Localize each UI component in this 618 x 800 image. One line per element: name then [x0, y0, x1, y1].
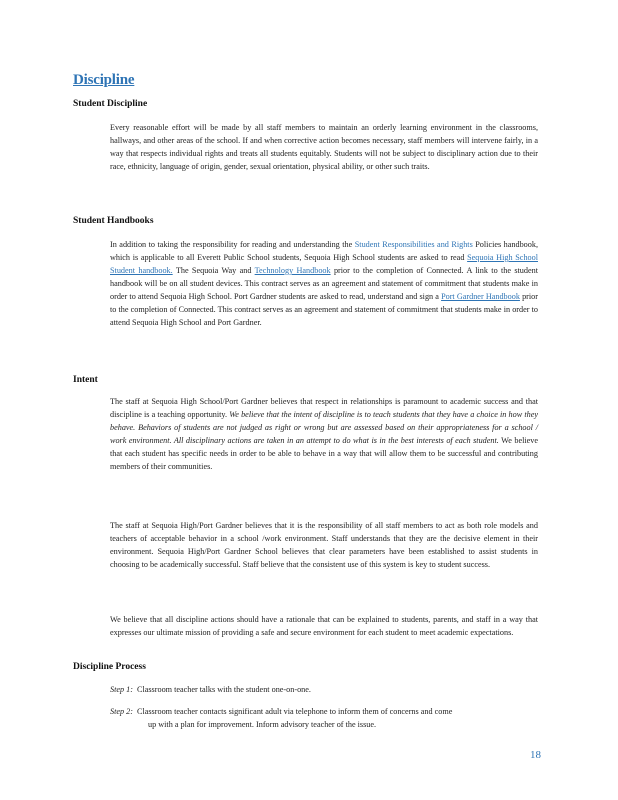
- sequoia-handbook-link[interactable]: Sequoia High School Student handbook.: [110, 253, 538, 275]
- handbooks-text-1: In addition to taking the responsibility for reading and understanding the: [110, 240, 355, 249]
- step-label: Step 2:: [110, 707, 133, 716]
- discipline-step-1: [110, 683, 540, 696]
- step-text: Classroom teacher contacts significant adult via telephone to inform them of concerns and come: [137, 707, 453, 716]
- student-discipline-paragraph: Every reasonable effort will be made by all staff members to maintain an orderly learning environment in the classrooms, hallways, and other areas of the school. If and when corrective action becomes necessary, staff members will intervene fairly, in a way that respects individual rights and treats all students equitably. Students will not be subject to disciplinary action due to their race, ethnicity, language of origin, gender, sexual orientation, physical ability, or other such traits.: [110, 123, 538, 171]
- intent-paragraph-3: We believe that all discipline actions should have a rationale that can be explained to students, parents, and staff in a way that expresses our ultimate mission of providing a safe and secure environment for each student to meet academic expectations.: [110, 615, 538, 637]
- student-handbooks-paragraph: [110, 238, 538, 329]
- port-gardner-handbook-link[interactable]: Port Gardner Handbook: [441, 292, 520, 301]
- intent-text-italic: We believe that the intent of discipline is to teach students that they have a choice in how they behave. Behaviors of students are not judged as right or wrong but are assessed based on their appropriateness for a school / work environment. All disciplinary actions are taken in an attempt to do what is in the best interests of each student.: [110, 410, 538, 445]
- step-text: Classroom teacher talks with the student one-on-one.: [137, 685, 311, 694]
- handbooks-text-3: The Sequoia Way and: [172, 266, 255, 275]
- intent-text-start: The staff at Sequoia High School/Port Gardner believes that respect in relationships is paramount to academic success and that discipline is a teaching opportunity.: [110, 397, 538, 419]
- section-title-discipline-process: Discipline Process: [73, 662, 146, 672]
- intent-paragraph-1: [110, 395, 538, 473]
- intent-text-end: We believe that each student has specific needs in order to be able to behave in a way that will allow them to be successful and contributing members of their communities.: [110, 436, 538, 471]
- discipline-step-2: [110, 705, 540, 731]
- technology-handbook-link[interactable]: Technology Handbook: [254, 266, 331, 275]
- handbooks-text-5: prior to the completion of Connected. This contract serves as an agreement and statement of commitment that students make in order to attend Sequoia High School and Port Gardner.: [110, 292, 538, 327]
- section-title-intent: Intent: [73, 375, 98, 385]
- section-title-student-discipline: Student Discipline: [73, 99, 148, 109]
- intent-paragraph-2: The staff at Sequoia High/Port Gardner believes that it is the responsibility of all staff members to act as both role models and teachers of acceptable behavior in a school /work environment. Staff understands that they are the decisive element in their environment. Sequoia High/Port Gardner School believes that clear parameters have been established to assist students in choosing to be academically successful. Staff believe that the consistent use of this system is key to student success.: [110, 521, 538, 569]
- handbooks-text-4: prior to the completion of Connected. A link to the student handbook will be on all student devices. This contract serves as an agreement and statement of commitment that students make in order to attend Sequoia High School. Port Gardner students are asked to read, understand and sign a: [110, 266, 538, 301]
- page-number: 18: [530, 749, 541, 761]
- section-title-student-handbooks: Student Handbooks: [73, 216, 154, 226]
- student-responsibilities-link[interactable]: Student Responsibilities and Rights: [354, 240, 473, 249]
- step-text-continued: up with a plan for improvement. Inform advisory teacher of the issue.: [148, 720, 377, 729]
- handbooks-text-2: Policies handbook, which is applicable to all Everett Public School students, Sequoia High School students are asked to read: [110, 240, 539, 262]
- step-label: Step 1:: [110, 685, 133, 694]
- page-heading: Discipline: [73, 72, 135, 88]
